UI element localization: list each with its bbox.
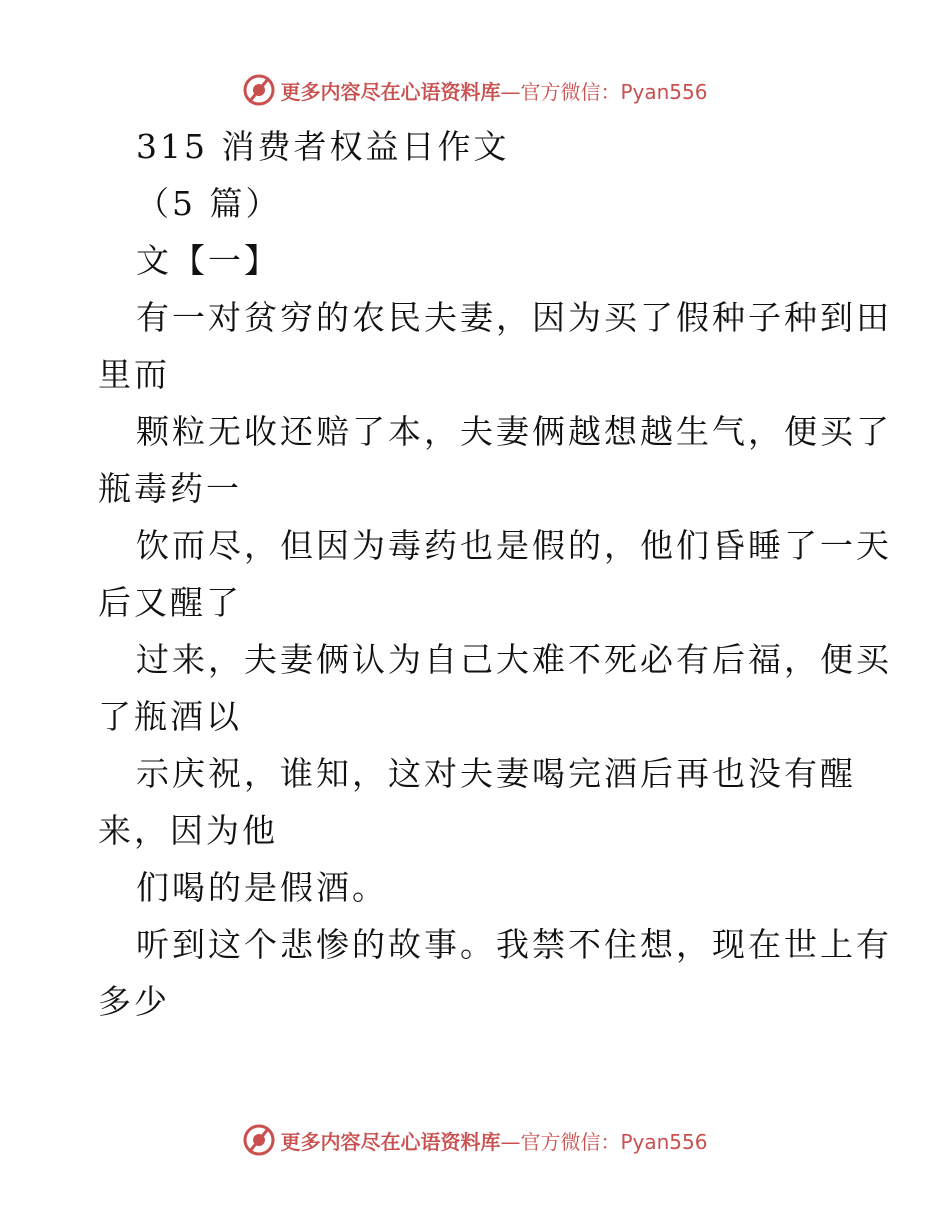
text-line: 示庆祝，谁知，这对夫妻喝完酒后再也没有醒 (136, 754, 856, 793)
text-line: 瓶毒药一 (98, 469, 242, 508)
watermark-separator: — (500, 79, 521, 104)
watermark-text (280, 76, 707, 105)
header-watermark (0, 70, 950, 110)
document-title: 315 消费者权益日作文 (136, 127, 510, 166)
text-line: 过来，夫妻俩认为自己大难不死必有后福，便买 (136, 640, 892, 679)
text-line: 多少 (98, 982, 170, 1021)
text-line: 们喝的是假酒。 (136, 868, 388, 907)
text-line: 颗粒无收还赔了本，夫妻俩越想越生气，便买了 (136, 412, 892, 451)
footer-watermark (0, 1120, 950, 1160)
text-line: 来，因为他 (98, 811, 278, 850)
text-line: 听到这个悲惨的故事。我禁不住想，现在世上有 (136, 925, 892, 964)
brand-logo-icon (242, 1123, 276, 1157)
document-body (98, 118, 892, 1030)
text-line: 饮而尽，但因为毒药也是假的，他们昏睡了一天 (136, 526, 892, 565)
text-line: 了瓶酒以 (98, 697, 242, 736)
brand-logo-icon (242, 73, 276, 107)
text-line: 后又醒了 (98, 583, 242, 622)
watermark-brand: 更多内容尽在心语资料库 (280, 1129, 501, 1154)
watermark-text (280, 1126, 707, 1155)
text-line: 里而 (98, 355, 170, 394)
watermark-wechat: 官方微信：Pyan556 (520, 79, 708, 104)
text-line: 有一对贫穷的农民夫妻，因为买了假种子种到田 (136, 298, 892, 337)
watermark-brand: 更多内容尽在心语资料库 (280, 79, 501, 104)
watermark-wechat: 官方微信：Pyan556 (520, 1129, 708, 1154)
watermark-separator: — (500, 1129, 521, 1154)
text-line: 文【一】 (136, 241, 280, 280)
text-line: （5 篇） (136, 184, 282, 223)
